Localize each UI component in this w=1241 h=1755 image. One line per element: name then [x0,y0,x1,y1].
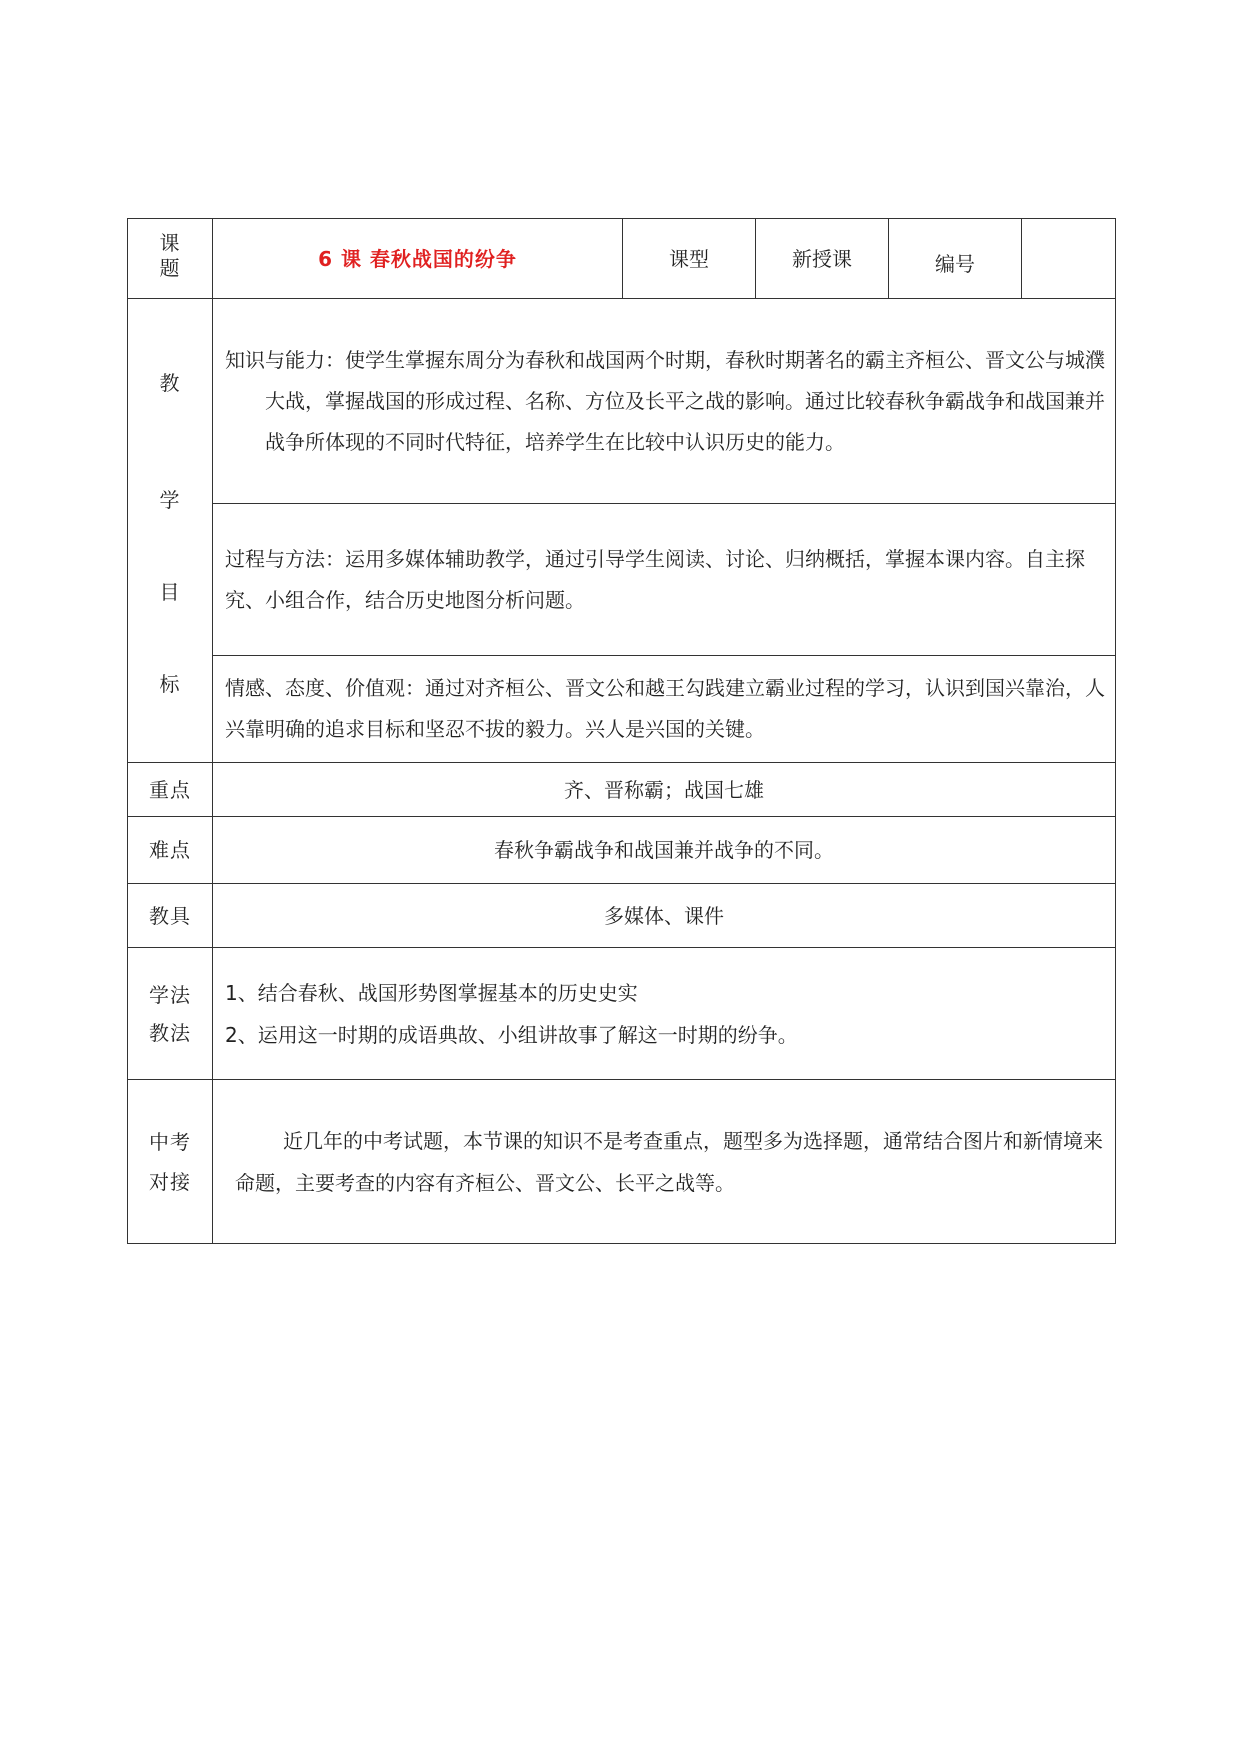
exam-text: 近几年的中考试题，本节课的知识不是考查重点，题型多为选择题，通常结合图片和新情境来命题，主要考查的内容有齐桓公、晋文公、长平之战等。 [235,1128,1103,1195]
tools-label: 教具 [128,884,213,948]
tools-value: 多媒体、课件 [213,884,1116,948]
key-points-row [128,763,1116,817]
header-row [128,219,1116,299]
tools-row [128,884,1116,948]
topic-label-cell [128,219,213,299]
objective-process-cell [213,504,1116,656]
methods-label-cell [128,948,213,1080]
methods-cell [213,948,1116,1080]
key-points-label: 重点 [128,763,213,817]
difficulties-value: 春秋争霸战争和战国兼并战争的不同。 [213,817,1116,884]
objective-process-text: 过程与方法：运用多媒体辅助教学，通过引导学生阅读、讨论、归纳概括，掌握本课内容。自主探究、小组合作，结合历史地图分析问题。 [225,546,1085,612]
objective-knowledge-cell [213,299,1116,504]
exam-row [128,1080,1116,1244]
lesson-type-label: 课型 [623,219,756,299]
topic-label: 课 题 [159,230,181,280]
method-item: 2、运用这一时期的成语典故、小组讲故事了解这一时期的纷争。 [225,1022,798,1047]
objective-emotion-cell [213,656,1116,763]
difficulties-label: 难点 [128,817,213,884]
objective-emotion-row [128,656,1116,763]
objective-process-row [128,504,1116,656]
lesson-number-label: 编号 [889,219,1022,299]
key-points-value: 齐、晋称霸；战国七雄 [213,763,1116,817]
exam-label: 中考 对接 [149,1129,191,1194]
lesson-title: 6 课 春秋战国的纷争 [213,219,623,299]
methods-row [128,948,1116,1080]
difficulties-row [128,817,1116,884]
objective-knowledge-text: 知识与能力：使学生掌握东周分为春秋和战国两个时期，春秋时期著名的霸主齐桓公、晋文公与城濮大战，掌握战国的形成过程、名称、方位及长平之战的影响。通过比较春秋争霸战争和战国兼并战争所体现的不同时代特征，培养学生在比较中认识历史的能力。 [225,347,1105,454]
objective-knowledge-row [128,299,1116,504]
objectives-label: 教 学 目 标 [159,371,181,696]
exam-cell [213,1080,1116,1244]
method-item: 1、结合春秋、战国形势图掌握基本的历史史实 [225,980,638,1005]
lesson-number-value [1022,219,1116,299]
objectives-label-cell [128,299,213,763]
methods-label: 学法 教法 [149,982,191,1045]
lesson-type-value: 新授课 [756,219,889,299]
exam-label-cell [128,1080,213,1244]
objective-emotion-text: 情感、态度、价值观：通过对齐桓公、晋文公和越王勾践建立霸业过程的学习，认识到国兴靠治，人兴靠明确的追求目标和坚忍不拔的毅力。兴人是兴国的关键。 [225,676,1105,741]
lesson-plan-table [127,218,1116,1244]
